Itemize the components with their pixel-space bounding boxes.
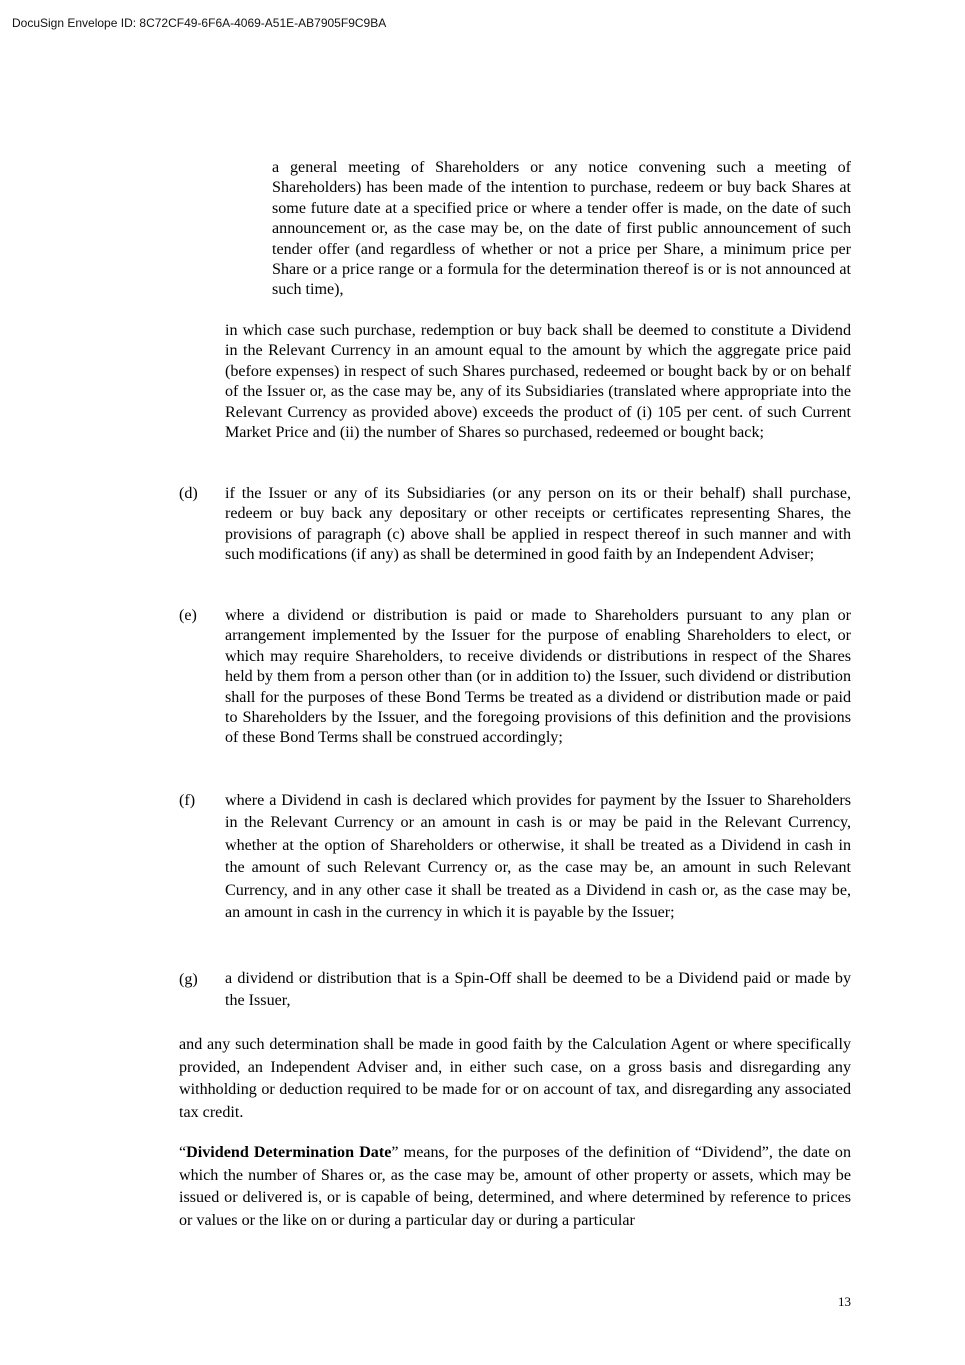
docusign-envelope-id: DocuSign Envelope ID: 8C72CF49-6F6A-4069-A51E-AB7905F9C9BA: [12, 16, 387, 30]
open-quote: “: [179, 1144, 187, 1161]
item-label-e: (e): [179, 607, 197, 624]
paragraph-in-which-case: in which case such purchase, redemption or buy back shall be deemed to constitute a Dividend in the Relevant Currency in an amount equal to the amount by which the aggregate price paid (before expenses) in respect of such Shares purchased, redeemed or bought back by or on behalf of the Issuer or, as the case may be, any of its Subsidiaries (translated where appropriate into the Relevant Currency as provided above) exceeds the product of (i) 105 per cent. of such Current Market Price and (ii) the number of Shares so purchased, redeemed or bought back;: [225, 322, 851, 442]
paragraph-closing: and any such determination shall be made in good faith by the Calculation Agent or where specifically provided, an Independent Adviser and, in either such case, on a gross basis and disregarding any withholding or deduction required to be made for or on account of tax, and disregarding any associated tax credit.: [179, 1036, 851, 1121]
definition-text: ” means, for the purposes of the definition of “Dividend”, the date on which the number of Shares or, as the case may be, amount of other property or assets, which may be issued or delivered is, or is capable of being, determined, and where determined by reference to prices or values or the like on or during a particular day or during a particular: [179, 1144, 851, 1229]
item-text-f: where a Dividend in cash is declared which provides for payment by the Issuer to Shareholders in the Relevant Currency or an amount in cash is or may be paid in the Relevant Currency, whether at the option of Shareholders or otherwise, it shall be treated as a Dividend in cash in the amount of such Relevant Currency or, as the case may be, an amount in such Relevant Currency, and in any other case it shall be treated as a Dividend in cash or, as the case may be, an amount in cash in the currency in which it is payable by the Issuer;: [225, 792, 851, 922]
page-number: 13: [838, 1294, 851, 1309]
item-label-f: (f): [179, 792, 196, 809]
paragraph-continuation: a general meeting of Shareholders or any notice convening such a meeting of Shareholders) has been made of the intention to purchase, redeem or buy back Shares at some future date at a specified price or where a tender offer is made, on the date of such announcement or, as the case may be, on the date of first public announcement of such tender offer (and regardless of whether or not a price per Share, a minimum price per Share or a price range or a formula for the determination thereof is or is not announced at such time),: [272, 159, 851, 299]
item-text-g: a dividend or distribution that is a Spin-Off shall be deemed to be a Dividend paid or made by the Issuer,: [225, 970, 851, 1010]
item-label-d: (d): [179, 485, 198, 502]
item-label-g: (g): [179, 971, 198, 988]
item-text-e: where a dividend or distribution is paid or made to Shareholders pursuant to any plan or arrangement implemented by the Issuer for the purpose of enabling Shareholders to elect, or which may require Shareholders, to receive dividends or distributions in respect of the Shares held by them from a person other than (or in addition to) the Issuer, such dividend or distribution shall for the purposes of these Bond Terms be treated as a dividend or distribution made or paid to Shareholders by the Issuer, and the foregoing provisions of this definition and the provisions of these Bond Terms shall be construed accordingly;: [225, 607, 851, 747]
item-text-d: if the Issuer or any of its Subsidiaries (or any person on its or their behalf) shall purchase, redeem or buy back any depositary or other receipts or certificates representing Shares, the provisions of paragraph (c) above shall be applied in respect thereof in such manner and with such modifications (if any) as shall be determined in good faith by an Independent Adviser;: [225, 485, 851, 564]
definition-dividend-determination-date: [179, 1142, 851, 1232]
defined-term: Dividend Determination Date: [186, 1144, 392, 1161]
